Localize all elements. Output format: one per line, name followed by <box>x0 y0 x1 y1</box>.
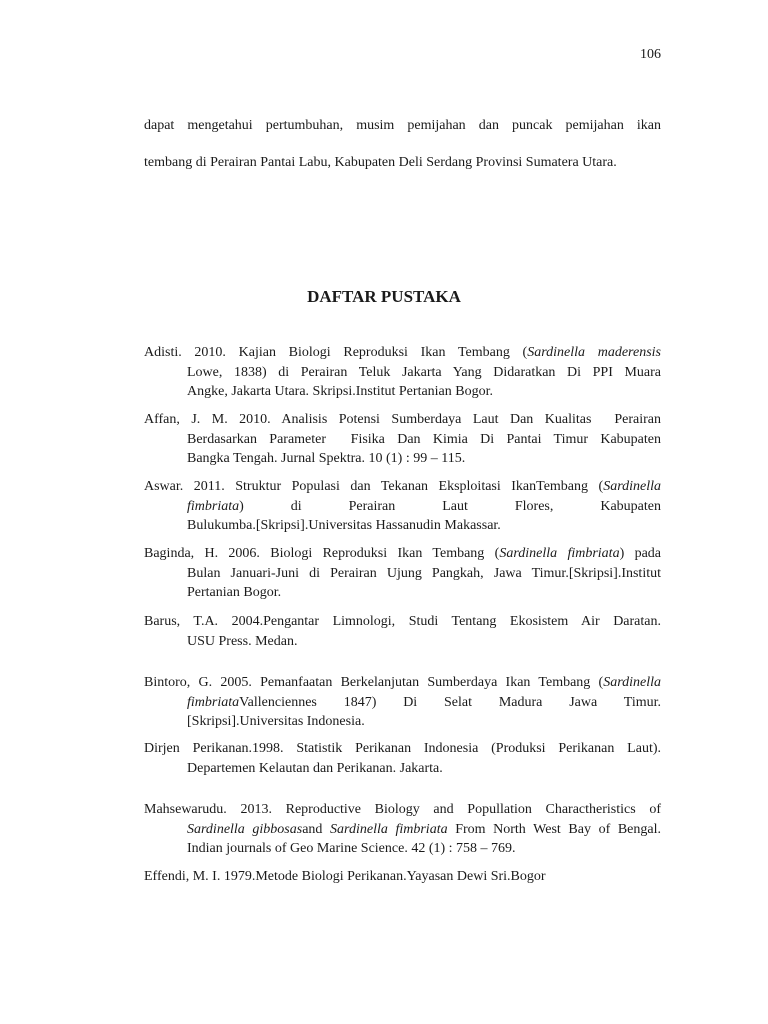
reference-text: ) pada <box>619 546 661 561</box>
reference-line <box>144 382 661 402</box>
reference-text: Bintoro, G. 2005. Pemanfaatan Berkelanjutan Sumberdaya Ikan Tembang ( <box>144 675 604 690</box>
reference-line <box>144 449 661 469</box>
italic-text: fimbriata <box>187 694 240 710</box>
reference-line <box>144 712 661 732</box>
italic-text: Sardinella <box>603 479 661 494</box>
reference-text: Effendi, M. I. 1979.Metode Biologi Perikanan.Yayasan Dewi Sri.Bogor <box>144 869 546 884</box>
reference-entry <box>144 673 661 732</box>
reference-text: Bangka Tengah. Jurnal Spektra. 10 (1) : 99 – 115. <box>187 451 466 466</box>
reference-line <box>144 693 661 713</box>
reference-text: Pertanian Bogor. <box>187 585 282 600</box>
reference-text: Baginda, H. 2006. Biologi Reproduksi Ikan Tembang ( <box>144 546 500 561</box>
reference-entry <box>144 800 661 859</box>
reference-text: Berdasarkan Parameter Fisika Dan Kimia Di Pantai Timur Kabupaten <box>187 431 661 447</box>
reference-text: and <box>302 821 331 837</box>
reference-line <box>144 410 661 430</box>
italic-text: fimbriata <box>187 498 240 514</box>
italic-text: Sardinella gibbosas <box>187 821 303 837</box>
reference-text: USU Press. Medan. <box>187 633 298 649</box>
italic-text: Sardinella <box>603 675 661 690</box>
reference-text: Mahsewarudu. 2013. Reproductive Biology and Popullation Charactheristics of <box>144 802 661 817</box>
reference-text: Departemen Kelautan dan Perikanan. Jakarta. <box>187 760 443 776</box>
reference-entry <box>144 410 661 469</box>
reference-entry <box>144 739 661 778</box>
reference-text: Lowe, 1838) di Perairan Teluk Jakarta Yang Didaratkan Di PPI Muara <box>187 364 661 380</box>
reference-line <box>144 430 661 450</box>
reference-line <box>144 544 661 564</box>
reference-text: Bulukumba.[Skripsi].Universitas Hassanudin Makassar. <box>187 518 501 533</box>
reference-line <box>144 820 661 840</box>
reference-line <box>144 759 661 779</box>
intro-paragraph <box>144 107 661 181</box>
reference-line <box>144 800 661 820</box>
reference-line <box>144 497 661 517</box>
reference-line <box>144 363 661 383</box>
reference-line <box>144 739 661 759</box>
reference-line <box>144 632 661 652</box>
reference-text: Indian journals of Geo Marine Science. 42 (1) : 758 – 769. <box>187 841 516 856</box>
reference-text: Dirjen Perikanan.1998. Statistik Perikanan Indonesia (Produksi Perikanan Laut). <box>144 741 661 756</box>
reference-entry <box>144 343 661 402</box>
intro-line: dapat mengetahui pertumbuhan, musim pemijahan dan puncak pemijahan ikan <box>144 118 661 133</box>
italic-text: Sardinella maderensis <box>527 345 661 360</box>
italic-text: Sardinella fimbriata <box>330 821 448 837</box>
reference-line <box>144 477 661 497</box>
reference-line <box>144 583 661 603</box>
reference-entry <box>144 477 661 536</box>
reference-entry <box>144 867 661 887</box>
reference-entry <box>144 612 661 651</box>
reference-text: ) di Perairan Laut Flores, Kabupaten <box>239 498 661 514</box>
section-heading: DAFTAR PUSTAKA <box>307 287 461 306</box>
intro-line: tembang di Perairan Pantai Labu, Kabupaten Deli Serdang Provinsi Sumatera Utara. <box>144 155 617 170</box>
reference-text: Angke, Jakarta Utara. Skripsi.Institut Pertanian Bogor. <box>187 384 493 399</box>
reference-text: Affan, J. M. 2010. Analisis Potensi Sumberdaya Laut Dan Kualitas Perairan <box>144 412 661 427</box>
reference-line <box>144 564 661 584</box>
reference-line <box>144 516 661 536</box>
reference-text: Bulan Januari-Juni di Perairan Ujung Pangkah, Jawa Timur.[Skripsi].Institut <box>187 565 661 581</box>
reference-line <box>144 867 661 887</box>
reference-text: From North West Bay of Bengal. <box>447 821 662 837</box>
reference-line <box>144 343 661 363</box>
reference-text: Aswar. 2011. Struktur Populasi dan Tekanan Eksploitasi IkanTembang ( <box>144 479 604 494</box>
reference-line <box>144 839 661 859</box>
page-number: 106 <box>640 47 661 62</box>
reference-text: Adisti. 2010. Kajian Biologi Reproduksi Ikan Tembang ( <box>144 345 528 360</box>
reference-text: Vallenciennes 1847) Di Selat Madura Jawa Timur. <box>239 694 661 710</box>
reference-text: [Skripsi].Universitas Indonesia. <box>187 714 365 729</box>
reference-text: Barus, T.A. 2004.Pengantar Limnologi, Studi Tentang Ekosistem Air Daratan. <box>144 614 661 629</box>
reference-line <box>144 673 661 693</box>
reference-line <box>144 612 661 632</box>
italic-text: Sardinella fimbriata <box>499 546 620 561</box>
reference-entry <box>144 544 661 603</box>
